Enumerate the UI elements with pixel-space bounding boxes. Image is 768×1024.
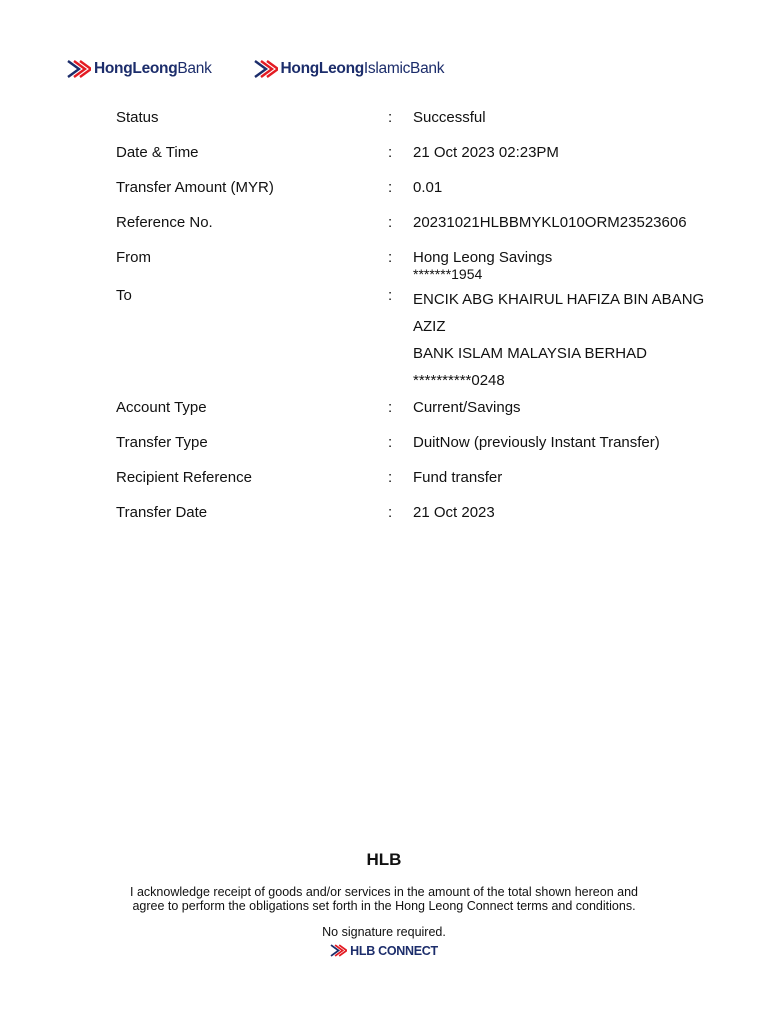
row-transfer-type [116,433,736,452]
header-logos [67,58,444,80]
from-account-name: Hong Leong Savings [413,249,553,266]
row-from [116,248,736,282]
to-recipient-bank: BANK ISLAM MALAYSIA BERHAD [413,345,647,362]
row-to [116,286,736,394]
hlb-emblem-icon [67,58,91,80]
separator: : [388,469,393,486]
connect-logo-text: HLB CONNECT [350,943,438,958]
account-type-value: Current/Savings [413,399,521,416]
separator: : [388,109,393,126]
hlb-emblem-icon [330,943,347,958]
transaction-details [116,108,736,538]
acknowledgement-text: I acknowledge receipt of goods and/or services in the amount of the total shown hereon and agree to perform the obligations set forth in the Hong Leong Connect terms and conditions. [130,885,638,913]
row-reference [116,213,736,232]
transfer-date-label: Transfer Date [116,504,208,521]
no-signature-text: No signature required. [322,925,446,939]
separator: : [388,144,393,161]
reference-value: 20231021HLBBMYKL010ORM23523606 [413,214,687,231]
separator: : [388,504,393,521]
account-type-label: Account Type [116,399,207,416]
logo-bank-light: Bank [177,60,212,77]
amount-label: Transfer Amount (MYR) [116,179,274,196]
hlb-emblem-icon [254,58,278,80]
hlb-connect-logo [0,943,768,958]
recipient-reference-value: Fund transfer [413,469,503,486]
to-label: To [116,287,132,304]
hong-leong-bank-logo [67,58,212,80]
datetime-label: Date & Time [116,144,199,161]
separator: : [388,249,393,266]
from-value [413,248,733,282]
row-transfer-date [116,503,736,522]
to-account-number: **********0248 [413,372,505,389]
row-status [116,108,736,127]
recipient-reference-label: Recipient Reference [116,469,252,486]
status-value: Successful [413,109,486,126]
separator: : [388,287,393,304]
status-label: Status [116,109,159,126]
separator: : [388,434,393,451]
transfer-type-label: Transfer Type [116,434,208,451]
row-account-type [116,398,736,417]
from-label: From [116,249,151,266]
logo-islamic-strong: HongLeong [280,60,364,77]
row-recipient-reference [116,468,736,487]
to-value [413,286,733,394]
logo-islamic-light: IslamicBank [363,60,445,77]
amount-value: 0.01 [413,179,443,196]
row-amount [116,178,736,197]
reference-label: Reference No. [116,214,213,231]
separator: : [388,399,393,416]
to-recipient-name-1: ENCIK ABG KHAIRUL HAFIZA BIN ABANG [413,291,705,308]
datetime-value: 21 Oct 2023 02:23PM [413,144,559,161]
to-recipient-name-2: AZIZ [413,318,446,335]
separator: : [388,179,393,196]
transfer-type-value: DuitNow (previously Instant Transfer) [413,434,660,451]
logo-bank-strong: HongLeong [94,60,178,77]
transfer-date-value: 21 Oct 2023 [413,504,495,521]
separator: : [388,214,393,231]
from-account-number: *******1954 [413,266,483,282]
footer-heading: HLB [366,850,402,869]
hong-leong-islamic-bank-logo [254,58,445,80]
receipt-footer [0,850,768,958]
row-datetime [116,143,736,162]
